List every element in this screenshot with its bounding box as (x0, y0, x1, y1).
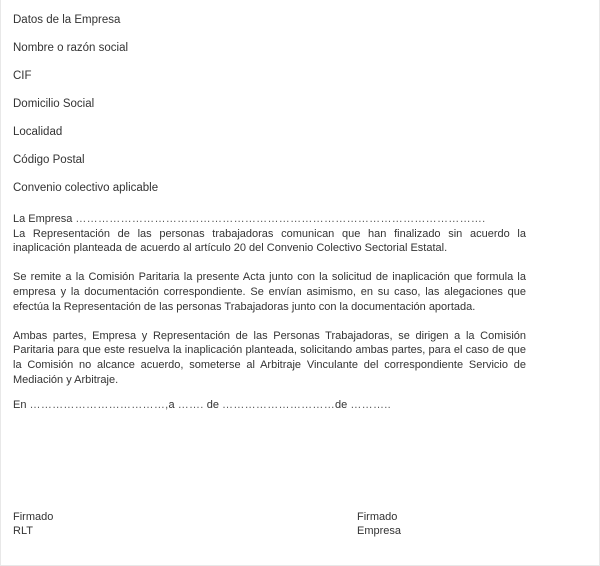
company-data-item-nombre-razon-social: Nombre o razón social (13, 42, 129, 54)
place-date-a-label: a (168, 399, 175, 411)
signature-left-firmado-label: Firmado (13, 511, 54, 523)
place-date-line (13, 398, 533, 413)
year-dotted-fill: ……….. (350, 399, 391, 411)
signature-block (1, 511, 600, 545)
company-data-item-codigo-postal: Código Postal (13, 154, 85, 166)
place-date-de-label-2: de (335, 399, 348, 411)
document-body (13, 212, 526, 387)
company-data-section (13, 6, 533, 202)
paragraph-empresa (13, 212, 526, 256)
day-dotted-fill: ……. (177, 399, 204, 411)
paragraph-2: Se remite a la Comisión Paritaria la presente Acta junto con la solicitud de inaplicación que formula la empresa y la documentación correspondiente. Se envían asimismo, en su caso, las alegaciones que efectúa la Representación de las personas Trabajadoras junto con la documentación aportada. (13, 271, 526, 313)
company-data-item-domicilio-social: Domicilio Social (13, 98, 95, 110)
empresa-dotted-fill: ………………………………………………………………………………………………. (75, 213, 486, 225)
company-data-item-cif: CIF (13, 70, 32, 82)
company-data-item-datos-empresa: Datos de la Empresa (13, 14, 121, 26)
place-date-prefix: En (13, 399, 27, 411)
empresa-label: La Empresa (13, 213, 73, 225)
signature-right-party: Empresa (357, 524, 402, 537)
signature-column-empresa (357, 511, 401, 538)
paragraph-1-text: La Representación de las personas trabajadoras comunican que han finalizado sin acuerdo la inaplicación planteada de acuerdo al artículo 20 del Convenio Colectivo Sectorial Estatal. (13, 227, 526, 255)
signature-left-party: RLT (13, 524, 33, 537)
empresa-fill-line (13, 212, 526, 227)
signature-right-firmado-label: Firmado (357, 511, 398, 523)
company-data-item-localidad: Localidad (13, 126, 63, 138)
place-date-de-label-1: de (206, 399, 219, 411)
paragraph-3: Ambas partes, Empresa y Representación de las Personas Trabajadoras, se dirigen a la Comisión Paritaria para que este resuelva la inaplicación planteada, solicitando ambas partes, para el caso de que la Comisión no alcance acuerdo, someterse al Arbitraje Vinculante del correspondiente Servicio de Mediación y Arbitraje. (13, 329, 526, 386)
company-data-item-convenio-colectivo: Convenio colectivo aplicable (13, 182, 159, 194)
place-dotted-fill: ………………………………, (29, 399, 169, 411)
signature-column-rlt (13, 511, 53, 538)
month-dotted-fill: ………………………… (222, 399, 336, 411)
